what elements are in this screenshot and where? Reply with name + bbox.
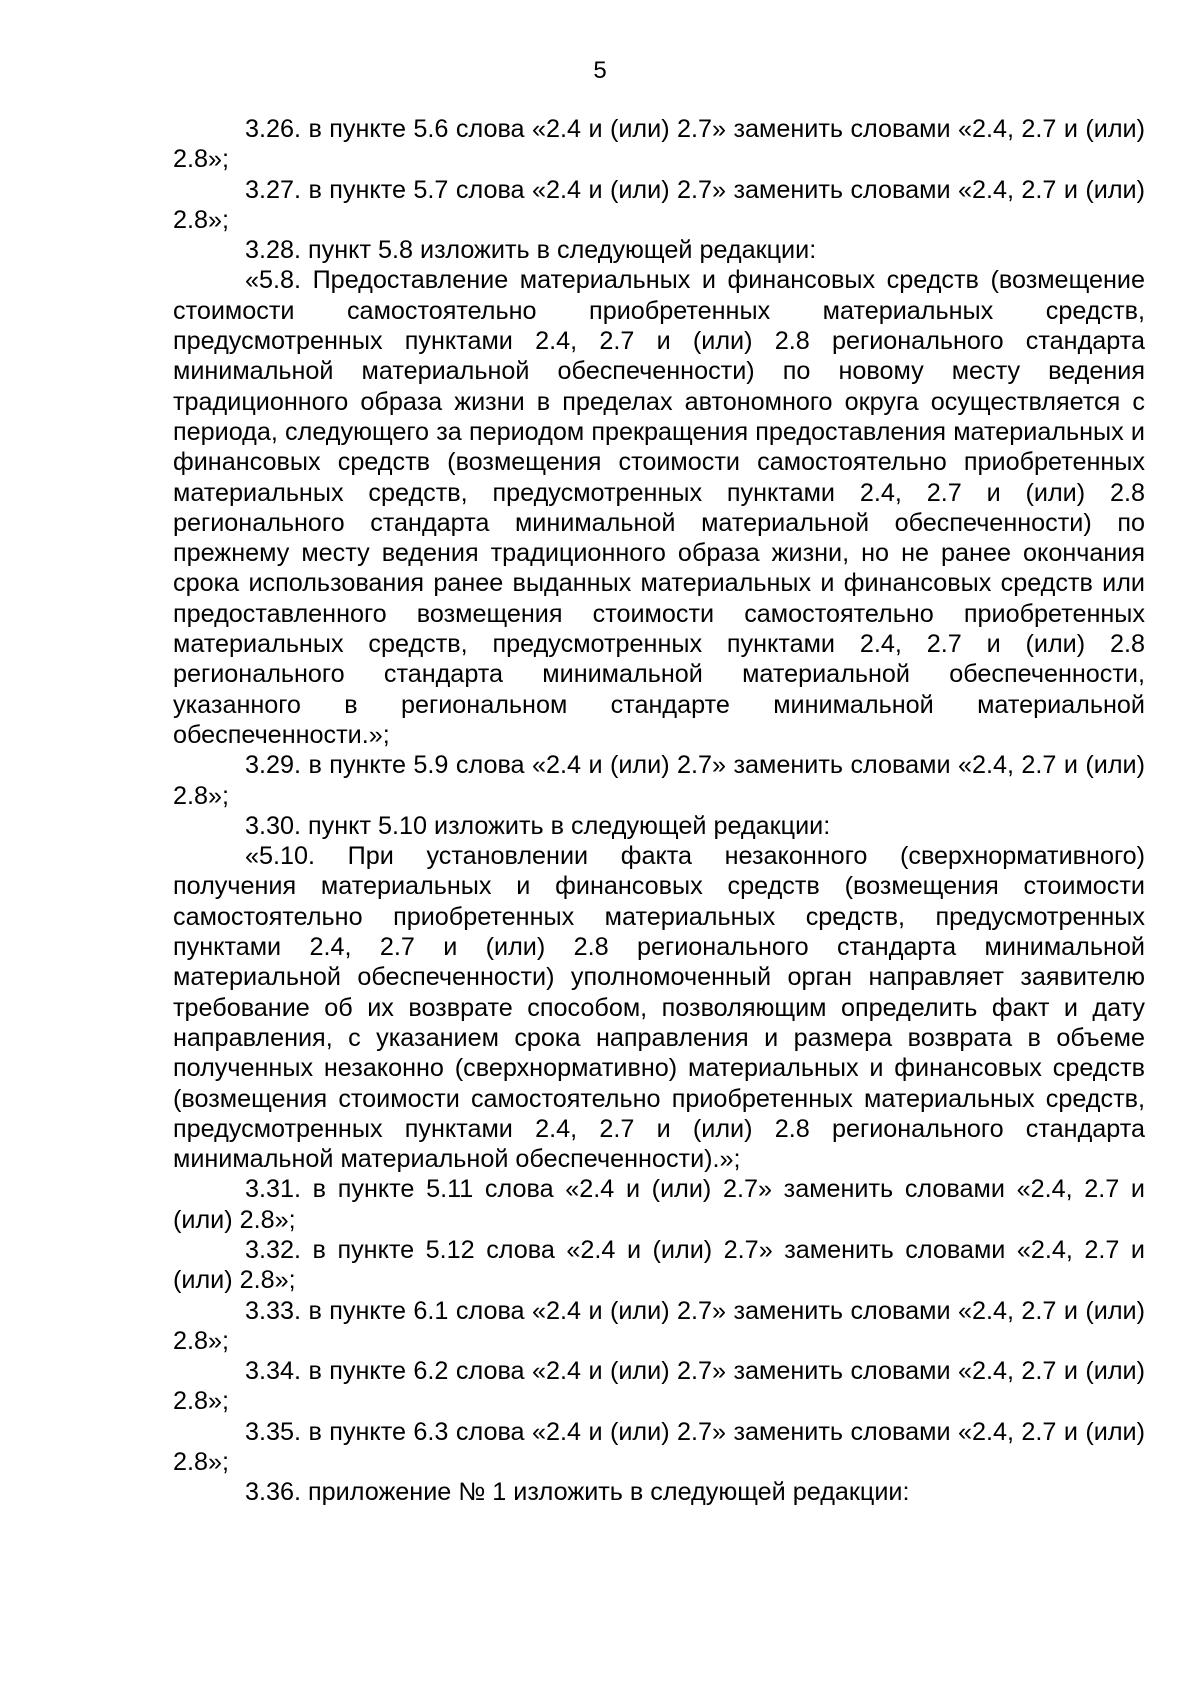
paragraph-3-33: 3.33. в пункте 6.1 слова «2.4 и (или) 2.7» заменить словами «2.4, 2.7 и (или) 2.8»; [173, 1296, 1145, 1355]
paragraph-5-8-text: «5.8. Предоставление материальных и финансовых средств (возмещение стоимости самостоятельно приобретенных материальных средств, предусмотренных пунктами 2.4, 2.7 и (или) 2.8 регионального стандарта минимальной материальной обеспеченности) по новому месту ведения традиционного образа жизни в пределах автономного округа осуществляется с периода, следующего за периодом прекращения предоставления материальных и финансовых средств (возмещения стоимости самостоятельно приобретенных материальных средств, предусмотренных пунктами 2.4, 2.7 и (или) 2.8 регионального стандарта минимальной материальной обеспеченности) по прежнему месту ведения традиционного образа жизни, но не ранее окончания срока использования ранее выданных материальных и финансовых средств или предоставленного возмещения стоимости самостоятельно приобретенных материальных средств, предусмотренных пунктами 2.4, 2.7 и (или) 2.8 регионального стандарта минимальной материальной обеспеченности, указанного в региональном стандарте минимальной материальной обеспеченности.»; [173, 266, 1145, 749]
page-number: 5 [593, 57, 607, 84]
paragraph-3-34: 3.34. в пункте 6.2 слова «2.4 и (или) 2.7» заменить словами «2.4, 2.7 и (или) 2.8»; [173, 1357, 1145, 1416]
paragraph-3-31: 3.31. в пункте 5.11 слова «2.4 и (или) 2.7» заменить словами «2.4, 2.7 и (или) 2.8»; [173, 1175, 1145, 1234]
paragraph-3-35: 3.35. в пункте 6.3 слова «2.4 и (или) 2.7» заменить словами «2.4, 2.7 и (или) 2.8»; [173, 1417, 1145, 1477]
paragraph-3-27: 3.27. в пункте 5.7 слова «2.4 и (или) 2.7» заменить словами «2.4, 2.7 и (или) 2.8»; [173, 175, 1145, 234]
paragraph-3-30: 3.30. пункт 5.10 изложить в следующей редакции: [245, 811, 831, 840]
paragraph-3-26: 3.26. в пункте 5.6 слова «2.4 и (или) 2.7» заменить словами «2.4, 2.7 и (или) 2.8»; [173, 115, 1145, 174]
paragraph-3-29: 3.29. в пункте 5.9 слова «2.4 и (или) 2.7» заменить словами «2.4, 2.7 и (или) 2.8»; [173, 751, 1145, 810]
paragraph-3-32: 3.32. в пункте 5.12 слова «2.4 и (или) 2.7» заменить словами «2.4, 2.7 и (или) 2.8»; [173, 1235, 1145, 1295]
document-body [173, 114, 1145, 1508]
paragraph-3-28: 3.28. пункт 5.8 изложить в следующей редакции: [245, 236, 817, 265]
paragraph-3-36: 3.36. приложение № 1 изложить в следующей редакции: [245, 1478, 910, 1507]
paragraph-5-10-text: «5.10. При установлении факта незаконного (сверхнормативного) получения материальных и финансовых средств (возмещения стоимости самостоятельно приобретенных материальных средств, предусмотренных пунктами 2.4, 2.7 и (или) 2.8 регионального стандарта минимальной материальной обеспеченности) уполномоченный орган направляет заявителю требование об их возврате способом, позволяющим определить факт и дату направления, с указанием срока направления и размера возврата в объеме полученных незаконно (сверхнормативно) материальных и финансовых средств (возмещения стоимости самостоятельно приобретенных материальных средств, предусмотренных пунктами 2.4, 2.7 и (или) 2.8 регионального стандарта минимальной материальной обеспеченности).»; [173, 842, 1145, 1174]
